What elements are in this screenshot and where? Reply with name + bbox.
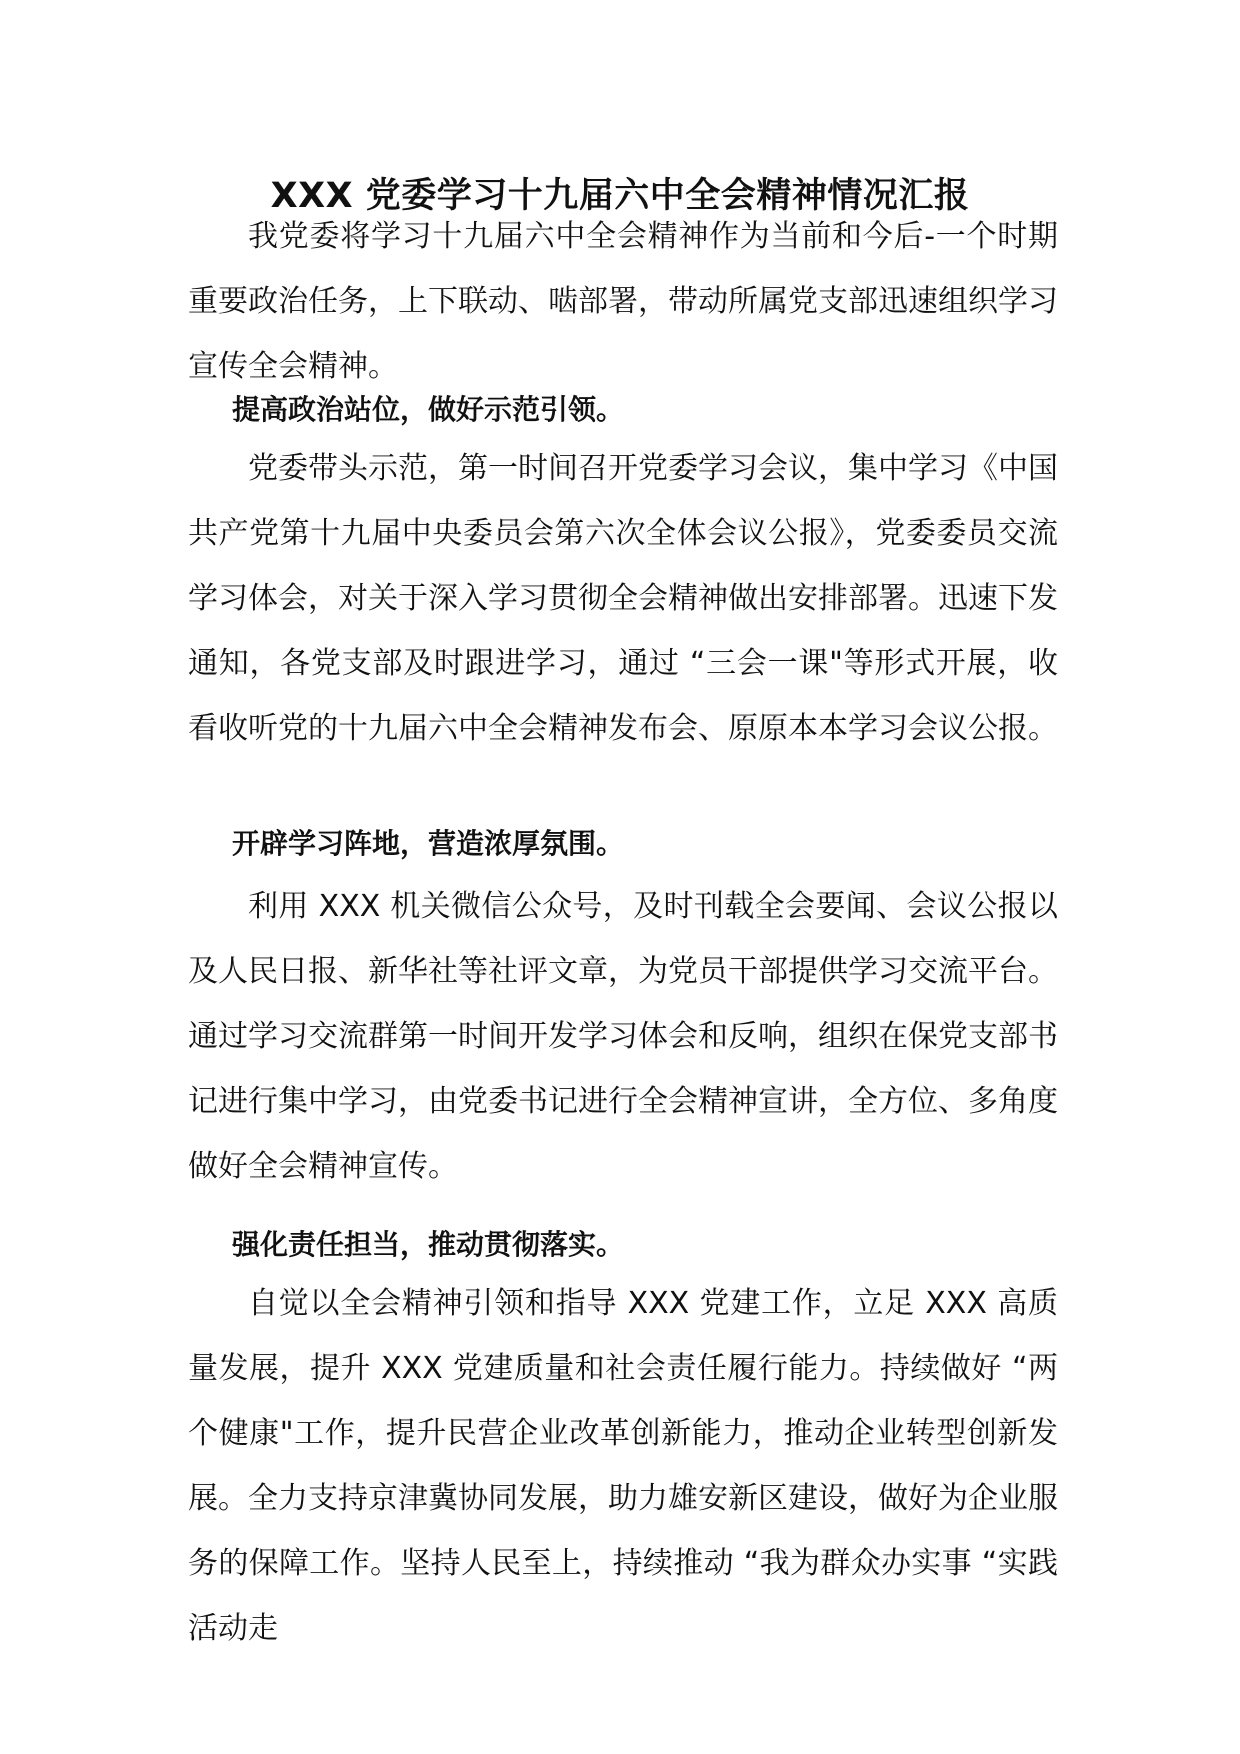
section-body-3: 自觉以全会精神引领和指导 XXX 党建工作，立足 XXX 高质量发展，提升 XXX 党建质量和社会责任履行能力。持续做好 “两个健康"工作，提升民营企业改革创新能力，推动企业转型创新发展。全力支持京津冀协同发展，助力雄安新区建设，做好为企业服务的保障工作。坚持人民至上，持续推动 “我为群众办实事 “实践活动走 [188, 1286, 1058, 1646]
section-heading-2: 开辟学习阵地，营造浓厚氛围。 [232, 827, 625, 860]
section-body-1: 党委带头示范，第一时间召开党委学习会议，集中学习《中国共产党第十九届中央委员会第六次全体会议公报》，党委委员交流学习体会，对关于深入学习贯彻全会精神做出安排部署。迅速下发通知，各党支部及时跟进学习，通过 “三会一课"等形式开展，收看收听党的十九届六中全会精神发布会、原原本本学习会议公报。 [188, 451, 1058, 746]
section-heading-1: 提高政治站位，做好示范引领。 [232, 393, 625, 426]
intro-paragraph: 我党委将学习十九届六中全会精神作为当前和今后-一个时期重要政治任务，上下联动、啮部署，带动所属党支部迅速组织学习宣传全会精神。 [188, 219, 1058, 384]
section-heading-3: 强化责任担当，推动贯彻落实。 [232, 1228, 625, 1261]
document-title: XXX 党委学习十九届六中全会精神情况汇报 [270, 176, 970, 216]
section-body-2: 利用 XXX 机关微信公众号，及时刊载全会要闻、会议公报以及人民日报、新华社等社评文章，为党员干部提供学习交流平台。通过学习交流群第一时间开发学习体会和反响，组织在保党支部书记进行集中学习，由党委书记进行全会精神宣讲，全方位、多角度做好全会精神宣传。 [188, 889, 1058, 1184]
